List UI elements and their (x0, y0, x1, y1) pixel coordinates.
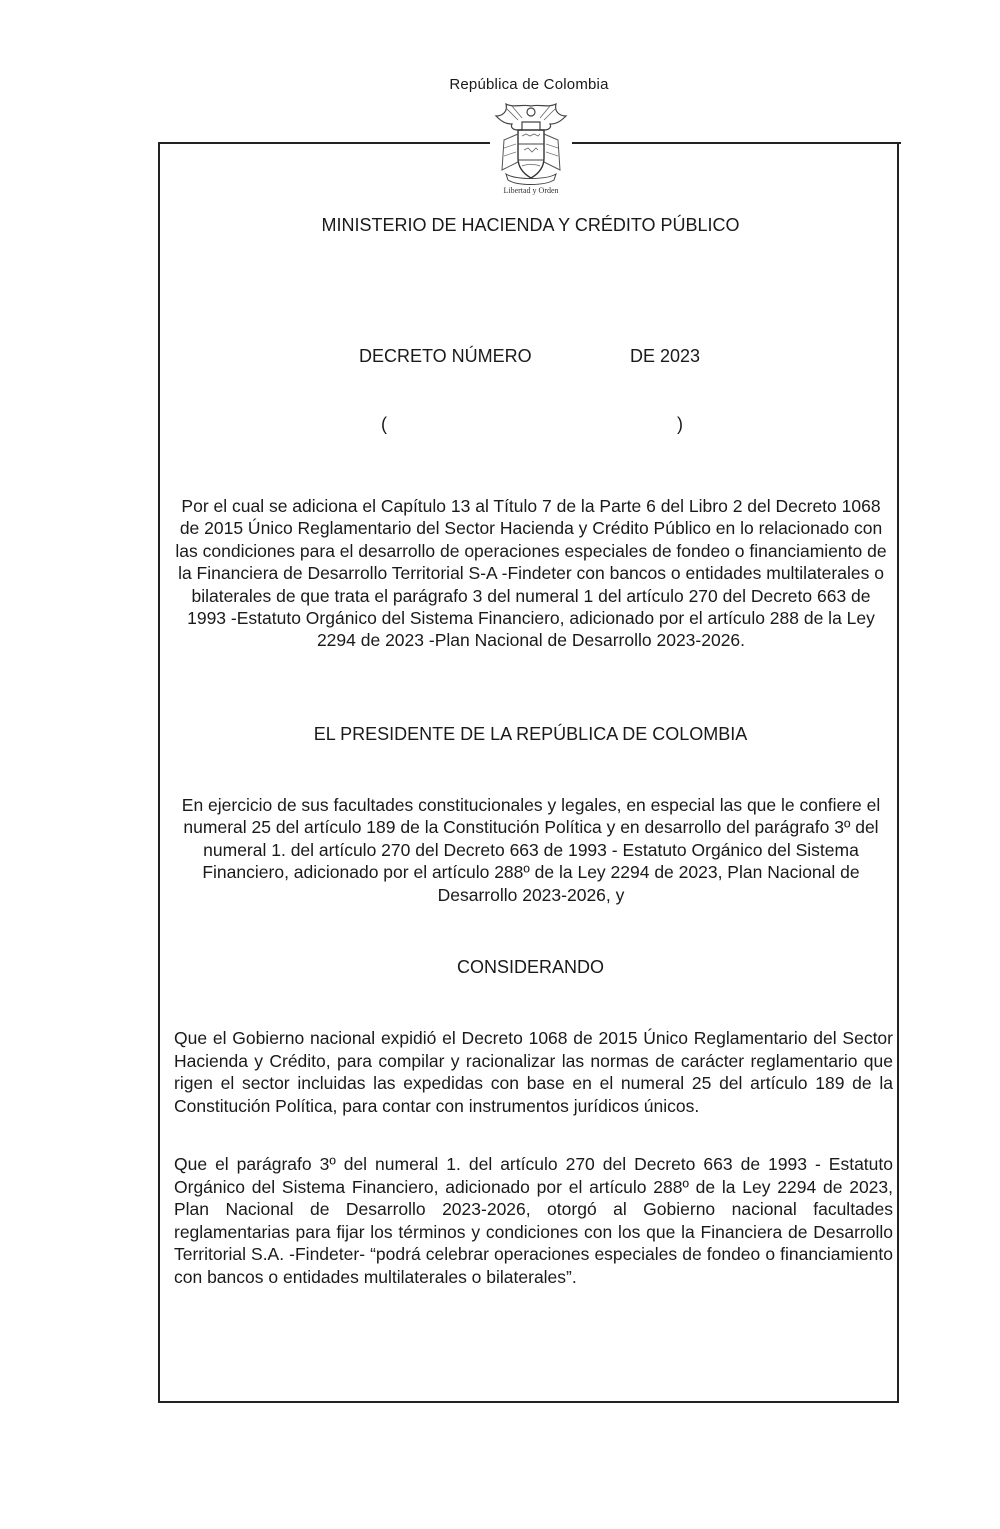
frame-top-left-rule (158, 142, 490, 144)
decree-epigraph: Por el cual se adiciona el Capítulo 13 al Título 7 de la Parte 6 del Libro 2 del Decreto 1068 de 2015 Único Reglamentario del Sector Hacienda y Crédito Público en lo relacionado con las condiciones para el desarrollo de operaciones especiales de fondeo o financiamiento de la Financiera de Desarrollo Territorial S-A -Findeter con bancos o entidades multilaterales o bilaterales de que trata el parágrafo 3 del numeral 1 del artículo 270 del Decreto 663 de 1993 -Estatuto Orgánico del Sistema Financiero, adicionado por el artículo 288 de la Ley 2294 de 2023 -Plan Nacional de Desarrollo 2023-2026. (175, 496, 887, 651)
considerando-heading: CONSIDERANDO (456, 957, 604, 977)
powers-statement: En ejercicio de sus facultades constitucionales y legales, en especial las que le confiere el numeral 25 del artículo 189 de la Constitución Política y en desarrollo del parágrafo 3º del numeral 1. del artículo 270 del Decreto 663 de 1993 - Estatuto Orgánico del Sistema Financiero, adicionado por el artículo 288º de la Ley 2294 de 2023, Plan Nacional de Desarrollo 2023-2026, y (181, 795, 881, 905)
considerando-paragraph: Que el parágrafo 3º del numeral 1. del artículo 270 del Decreto 663 de 1993 - Estatuto Orgánico del Sistema Financiero, adicionado por el artículo 288º de la Ley 2294 de 2023, Plan Nacional de Desarrollo 2023-2026, otorgó al Gobierno nacional facultades reglamentarias para fijar los términos y condiciones con los que la Financiera de Desarrollo Territorial S.A. -Findeter- “podrá celebrar operaciones especiales de fondeo o financiamiento con bancos o entidades multilaterales o bilaterales”. (174, 1154, 893, 1287)
ministerio-title: MINISTERIO DE HACIENDA Y CRÉDITO PÚBLICO (321, 215, 740, 235)
frame-top-right-rule (572, 142, 901, 144)
colombia-coat-of-arms-icon (492, 100, 570, 186)
president-heading: EL PRESIDENTE DE LA REPÚBLICA DE COLOMBIA (313, 724, 748, 744)
seal-motto: Libertad y Orden (503, 186, 559, 195)
paren-open: ( (381, 414, 387, 434)
republica-header: República de Colombia (449, 76, 609, 93)
decreto-number-label: DECRETO NÚMERO (359, 346, 532, 366)
paren-close: ) (677, 414, 683, 434)
considerando-paragraph: Que el Gobierno nacional expidió el Decreto 1068 de 2015 Único Reglamentario del Sector Hacienda y Crédito, para compilar y racionalizar las normas de carácter reglamentario que rigen el sector incluidas las expedidas con base en el numeral 25 del artículo 189 de la Constitución Política, para contar con instrumentos jurídicos únicos. (174, 1028, 893, 1116)
decreto-year-label: DE 2023 (630, 346, 701, 366)
